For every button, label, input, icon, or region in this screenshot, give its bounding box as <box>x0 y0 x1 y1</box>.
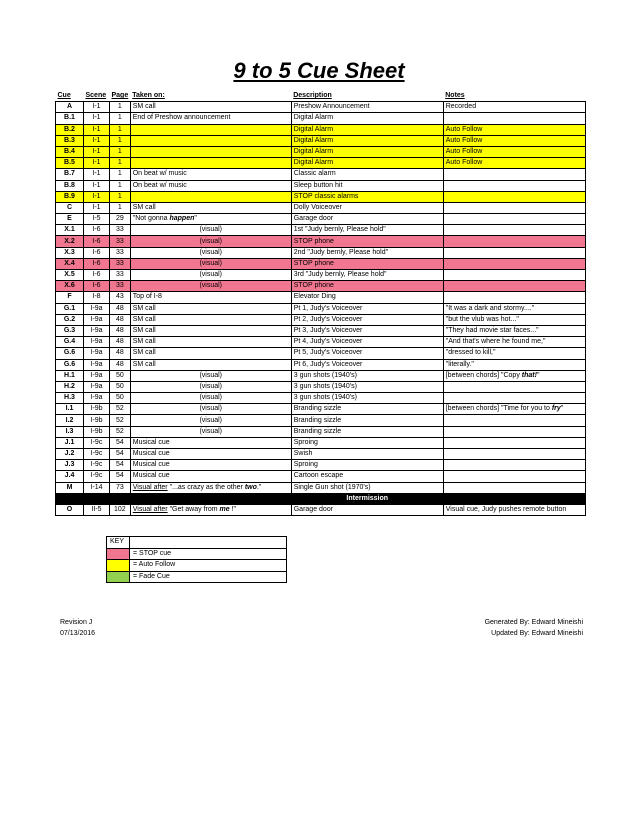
table-row <box>56 449 586 460</box>
cue-notes <box>443 281 585 292</box>
cue-page: 1 <box>110 202 131 213</box>
cue-scene: I-9c <box>84 449 110 460</box>
table-row <box>56 202 586 213</box>
cue-taken-on: End of Preshow announcement <box>130 113 291 124</box>
cue-description: Sproing <box>291 460 443 471</box>
cue-taken-on: (visual) <box>130 258 291 269</box>
table-row <box>56 214 586 225</box>
cue-notes <box>443 180 585 191</box>
cue-number: B.7 <box>56 169 84 180</box>
cue-number: E <box>56 214 84 225</box>
cue-number: I.3 <box>56 426 84 437</box>
cue-scene: I-5 <box>84 214 110 225</box>
cue-description: 1st "Judy bernly, Please hold" <box>291 225 443 236</box>
cue-page: 48 <box>110 303 131 314</box>
cue-notes <box>443 381 585 392</box>
table-row <box>56 135 586 146</box>
cue-page: 1 <box>110 191 131 202</box>
cue-taken-on: (visual) <box>130 404 291 415</box>
key-swatch-stop <box>107 548 130 560</box>
cue-number: A <box>56 102 84 113</box>
table-row <box>56 370 586 381</box>
cue-taken-on: Visual after "Get away from me !" <box>130 504 291 515</box>
table-row <box>56 258 586 269</box>
table-row <box>56 404 586 415</box>
intermission-left <box>130 493 291 504</box>
cue-taken-on: (visual) <box>130 370 291 381</box>
cue-taken-on: SM call <box>130 359 291 370</box>
cue-page: 29 <box>110 214 131 225</box>
cue-number: X.4 <box>56 258 84 269</box>
cue-description: Branding sizzle <box>291 404 443 415</box>
cue-scene: I-1 <box>84 135 110 146</box>
cue-number: H.3 <box>56 393 84 404</box>
cue-scene: I-9c <box>84 460 110 471</box>
table-row <box>56 471 586 482</box>
cue-scene: I-1 <box>84 202 110 213</box>
cue-notes <box>443 482 585 493</box>
table-row <box>56 325 586 336</box>
table-row <box>56 191 586 202</box>
cue-notes <box>443 460 585 471</box>
cue-number: I.1 <box>56 404 84 415</box>
table-row <box>56 426 586 437</box>
cue-page: 1 <box>110 146 131 157</box>
cue-description: Pt 6, Judy's Voiceover <box>291 359 443 370</box>
cue-page: 48 <box>110 337 131 348</box>
cue-taken-on: SM call <box>130 102 291 113</box>
cue-description: Garage door <box>291 504 443 515</box>
cue-description: Pt 3, Judy's Voiceover <box>291 325 443 336</box>
cue-notes <box>443 191 585 202</box>
table-row <box>56 225 586 236</box>
cue-scene: I-6 <box>84 236 110 247</box>
cue-description: Elevator Ding <box>291 292 443 303</box>
cue-description: Single Gun shot (1970's) <box>291 482 443 493</box>
cue-scene: I-9a <box>84 370 110 381</box>
cue-description: Pt 2, Judy's Voiceover <box>291 314 443 325</box>
cue-scene: I-9a <box>84 393 110 404</box>
cue-scene: I-1 <box>84 102 110 113</box>
cue-notes: "dressed to kill," <box>443 348 585 359</box>
cue-notes: "It was a dark and stormy...." <box>443 303 585 314</box>
cue-description: Pt 4, Judy's Voiceover <box>291 337 443 348</box>
cue-page: 48 <box>110 325 131 336</box>
cue-scene: I-9c <box>84 437 110 448</box>
cue-description: Swish <box>291 449 443 460</box>
cue-description: Sleep button hit <box>291 180 443 191</box>
cue-scene: I-9a <box>84 359 110 370</box>
cue-taken-on: SM call <box>130 202 291 213</box>
cue-description: Digital Alarm <box>291 146 443 157</box>
cue-notes: Auto Follow <box>443 135 585 146</box>
cue-page: 52 <box>110 404 131 415</box>
cue-number: B.3 <box>56 135 84 146</box>
cue-page: 73 <box>110 482 131 493</box>
cue-notes: [between chords] "Time for you to fry" <box>443 404 585 415</box>
cue-number: G.1 <box>56 303 84 314</box>
cue-notes <box>443 236 585 247</box>
cue-notes <box>443 426 585 437</box>
key-label: KEY <box>107 537 130 549</box>
cue-taken-on: Musical cue <box>130 471 291 482</box>
cue-scene: I-1 <box>84 113 110 124</box>
cue-number: G.3 <box>56 325 84 336</box>
cue-scene: I-1 <box>84 124 110 135</box>
cue-scene: I-1 <box>84 146 110 157</box>
cue-description: 3 gun shots (1940's) <box>291 393 443 404</box>
table-row <box>56 158 586 169</box>
cue-notes <box>443 258 585 269</box>
cue-scene: I-14 <box>84 482 110 493</box>
cue-description: Pt 5, Judy's Voiceover <box>291 348 443 359</box>
intermission-left <box>110 493 131 504</box>
page-title: 9 to 5 Cue Sheet <box>233 58 405 83</box>
cue-notes <box>443 214 585 225</box>
cue-notes: "literally." <box>443 359 585 370</box>
cue-description: STOP classic alarms <box>291 191 443 202</box>
table-row <box>56 102 586 113</box>
header-notes: Notes <box>443 91 585 102</box>
table-row <box>56 381 586 392</box>
cue-scene: I-9b <box>84 426 110 437</box>
cue-scene: I-9a <box>84 314 110 325</box>
cue-description: STOP phone <box>291 258 443 269</box>
cue-page: 54 <box>110 460 131 471</box>
table-row <box>56 281 586 292</box>
cue-number: X.3 <box>56 247 84 258</box>
cue-page: 33 <box>110 247 131 258</box>
cue-scene: I-1 <box>84 158 110 169</box>
key-text-auto-follow: = Auto Follow <box>130 560 287 572</box>
cue-description: Sproing <box>291 437 443 448</box>
cue-taken-on <box>130 158 291 169</box>
cue-notes <box>443 225 585 236</box>
cue-page: 33 <box>110 236 131 247</box>
cue-notes: Visual cue, Judy pushes remote button <box>443 504 585 515</box>
key-text-stop: = STOP cue <box>130 548 287 560</box>
cue-taken-on: SM call <box>130 314 291 325</box>
cue-description: 3 gun shots (1940's) <box>291 381 443 392</box>
cue-number: G.4 <box>56 337 84 348</box>
table-row <box>56 504 586 515</box>
cue-notes: Recorded <box>443 102 585 113</box>
cue-description: Cartoon escape <box>291 471 443 482</box>
table-row <box>56 303 586 314</box>
intermission-label: Intermission <box>291 493 443 504</box>
cue-page: 54 <box>110 471 131 482</box>
cue-description: Garage door <box>291 214 443 225</box>
cue-page: 50 <box>110 370 131 381</box>
intermission-left <box>84 493 110 504</box>
cue-scene: II-5 <box>84 504 110 515</box>
cue-scene: I-6 <box>84 247 110 258</box>
cue-scene: I-1 <box>84 169 110 180</box>
revision-block <box>60 617 95 639</box>
cue-notes: "And that's where he found me," <box>443 337 585 348</box>
table-row <box>56 236 586 247</box>
cue-taken-on <box>130 135 291 146</box>
cue-taken-on: (visual) <box>130 281 291 292</box>
header-scene: Scene <box>84 91 110 102</box>
revision-label: Revision J <box>60 619 93 626</box>
cue-number: J.3 <box>56 460 84 471</box>
cue-scene: I-1 <box>84 180 110 191</box>
cue-scene: I-9a <box>84 325 110 336</box>
table-row <box>56 314 586 325</box>
cue-taken-on <box>130 191 291 202</box>
cue-page: 1 <box>110 113 131 124</box>
table-row <box>56 247 586 258</box>
cue-notes: "They had movie star faces..." <box>443 325 585 336</box>
header-taken-on: Taken on: <box>130 91 291 102</box>
cue-number: B.8 <box>56 180 84 191</box>
generated-by: Generated By: Edward Mineishi <box>484 619 583 626</box>
cue-notes: Auto Follow <box>443 146 585 157</box>
cue-number: O <box>56 504 84 515</box>
cue-description: 3rd "Judy bernly, Please hold" <box>291 270 443 281</box>
cue-taken-on: (visual) <box>130 270 291 281</box>
cue-scene: I-8 <box>84 292 110 303</box>
cue-page: 50 <box>110 393 131 404</box>
cue-taken-on: "Not gonna happen" <box>130 214 291 225</box>
cue-number: J.1 <box>56 437 84 448</box>
cue-number: J.2 <box>56 449 84 460</box>
cue-scene: I-9a <box>84 381 110 392</box>
cue-taken-on: Musical cue <box>130 437 291 448</box>
cue-notes: "but the vlub was hot..." <box>443 314 585 325</box>
table-row <box>56 113 586 124</box>
table-row <box>56 460 586 471</box>
cue-page: 33 <box>110 225 131 236</box>
cue-page: 1 <box>110 102 131 113</box>
cue-scene: I-9a <box>84 303 110 314</box>
cue-page: 50 <box>110 381 131 392</box>
table-row <box>56 270 586 281</box>
cue-description: Digital Alarm <box>291 124 443 135</box>
key-swatch-auto-follow <box>107 560 130 572</box>
cue-page: 48 <box>110 359 131 370</box>
cue-number: B.2 <box>56 124 84 135</box>
cue-scene: I-1 <box>84 191 110 202</box>
key-text-fade: = Fade Cue <box>130 571 287 583</box>
cue-scene: I-6 <box>84 225 110 236</box>
table-row <box>56 415 586 426</box>
cue-notes <box>443 471 585 482</box>
cue-description: Dolly Voiceover <box>291 202 443 213</box>
cue-taken-on: SM call <box>130 348 291 359</box>
cue-description: 2nd "Judy bernly, Please hold" <box>291 247 443 258</box>
cue-scene: I-9b <box>84 415 110 426</box>
cue-notes <box>443 113 585 124</box>
cue-table <box>55 91 586 516</box>
updated-by: Updated By: Edward Mineishi <box>491 630 583 637</box>
cue-taken-on: (visual) <box>130 415 291 426</box>
header-page: Page <box>110 91 131 102</box>
revision-date: 07/13/2016 <box>60 630 96 637</box>
table-row <box>56 482 586 493</box>
table-row <box>56 359 586 370</box>
cue-page: 48 <box>110 314 131 325</box>
cue-description: Classic alarm <box>291 169 443 180</box>
cue-notes: [between chords] "Copy that!" <box>443 370 585 381</box>
table-row <box>56 437 586 448</box>
table-row <box>56 348 586 359</box>
header-cue: Cue <box>56 91 84 102</box>
cue-page: 1 <box>110 180 131 191</box>
credits-block <box>485 617 583 639</box>
cue-taken-on: SM call <box>130 303 291 314</box>
cue-number: B.5 <box>56 158 84 169</box>
cue-description: Digital Alarm <box>291 113 443 124</box>
cue-taken-on: (visual) <box>130 393 291 404</box>
cue-page: 43 <box>110 292 131 303</box>
cue-taken-on: Visual after "...as crazy as the other two." <box>130 482 291 493</box>
cue-page: 52 <box>110 426 131 437</box>
table-row <box>56 337 586 348</box>
cue-taken-on <box>130 124 291 135</box>
cue-number: X.6 <box>56 281 84 292</box>
cue-taken-on <box>130 146 291 157</box>
cue-taken-on: (visual) <box>130 381 291 392</box>
cue-description: Pt 1, Judy's Voiceover <box>291 303 443 314</box>
table-row <box>56 493 586 504</box>
cue-number: F <box>56 292 84 303</box>
cue-number: H.1 <box>56 370 84 381</box>
cue-taken-on: Musical cue <box>130 460 291 471</box>
cue-page: 102 <box>110 504 131 515</box>
table-row <box>56 180 586 191</box>
cue-notes: Auto Follow <box>443 158 585 169</box>
cue-description: Digital Alarm <box>291 158 443 169</box>
cue-notes <box>443 169 585 180</box>
cue-scene: I-9b <box>84 404 110 415</box>
cue-page: 1 <box>110 169 131 180</box>
cue-description: Branding sizzle <box>291 426 443 437</box>
cue-notes <box>443 270 585 281</box>
cue-notes <box>443 202 585 213</box>
cue-description: Preshow Announcement <box>291 102 443 113</box>
cue-page: 33 <box>110 258 131 269</box>
cue-description: STOP phone <box>291 281 443 292</box>
cue-notes <box>443 292 585 303</box>
cue-number: B.4 <box>56 146 84 157</box>
cue-notes <box>443 393 585 404</box>
cue-number: B.1 <box>56 113 84 124</box>
cue-number: G.6 <box>56 359 84 370</box>
cue-number: G.2 <box>56 314 84 325</box>
table-row <box>56 146 586 157</box>
cue-number: M <box>56 482 84 493</box>
cue-scene: I-9a <box>84 348 110 359</box>
table-row <box>56 169 586 180</box>
cue-taken-on: (visual) <box>130 236 291 247</box>
cue-scene: I-6 <box>84 270 110 281</box>
cue-taken-on: (visual) <box>130 225 291 236</box>
cue-scene: I-6 <box>84 281 110 292</box>
table-header-row <box>56 91 586 102</box>
cue-taken-on: Musical cue <box>130 449 291 460</box>
intermission-right <box>443 493 585 504</box>
color-key <box>106 536 287 583</box>
cue-scene: I-9c <box>84 471 110 482</box>
cue-description: STOP phone <box>291 236 443 247</box>
cue-number: X.5 <box>56 270 84 281</box>
key-swatch-fade <box>107 571 130 583</box>
cue-number: G.6 <box>56 348 84 359</box>
cue-notes <box>443 247 585 258</box>
cue-notes <box>443 415 585 426</box>
cue-taken-on: Top of I-8 <box>130 292 291 303</box>
cue-number: C <box>56 202 84 213</box>
table-row <box>56 393 586 404</box>
cue-notes <box>443 437 585 448</box>
cue-number: X.2 <box>56 236 84 247</box>
cue-notes <box>443 449 585 460</box>
cue-page: 1 <box>110 124 131 135</box>
header-description: Description <box>291 91 443 102</box>
cue-notes: Auto Follow <box>443 124 585 135</box>
cue-number: X.1 <box>56 225 84 236</box>
table-row <box>56 292 586 303</box>
cue-page: 33 <box>110 281 131 292</box>
cue-number: I.2 <box>56 415 84 426</box>
cue-taken-on: On beat w/ music <box>130 180 291 191</box>
cue-description: Branding sizzle <box>291 415 443 426</box>
cue-scene: I-6 <box>84 258 110 269</box>
cue-scene: I-9a <box>84 337 110 348</box>
table-row <box>56 124 586 135</box>
cue-taken-on: SM call <box>130 337 291 348</box>
cue-description: Digital Alarm <box>291 135 443 146</box>
cue-page: 48 <box>110 348 131 359</box>
cue-number: H.2 <box>56 381 84 392</box>
cue-page: 54 <box>110 437 131 448</box>
cue-page: 1 <box>110 135 131 146</box>
cue-taken-on: (visual) <box>130 247 291 258</box>
cue-number: B.9 <box>56 191 84 202</box>
cue-taken-on: SM call <box>130 325 291 336</box>
cue-page: 54 <box>110 449 131 460</box>
cue-taken-on: (visual) <box>130 426 291 437</box>
cue-page: 1 <box>110 158 131 169</box>
cue-page: 52 <box>110 415 131 426</box>
cue-number: J.4 <box>56 471 84 482</box>
cue-description: 3 gun shots (1940's) <box>291 370 443 381</box>
cue-taken-on: On beat w/ music <box>130 169 291 180</box>
cue-page: 33 <box>110 270 131 281</box>
intermission-left <box>56 493 84 504</box>
